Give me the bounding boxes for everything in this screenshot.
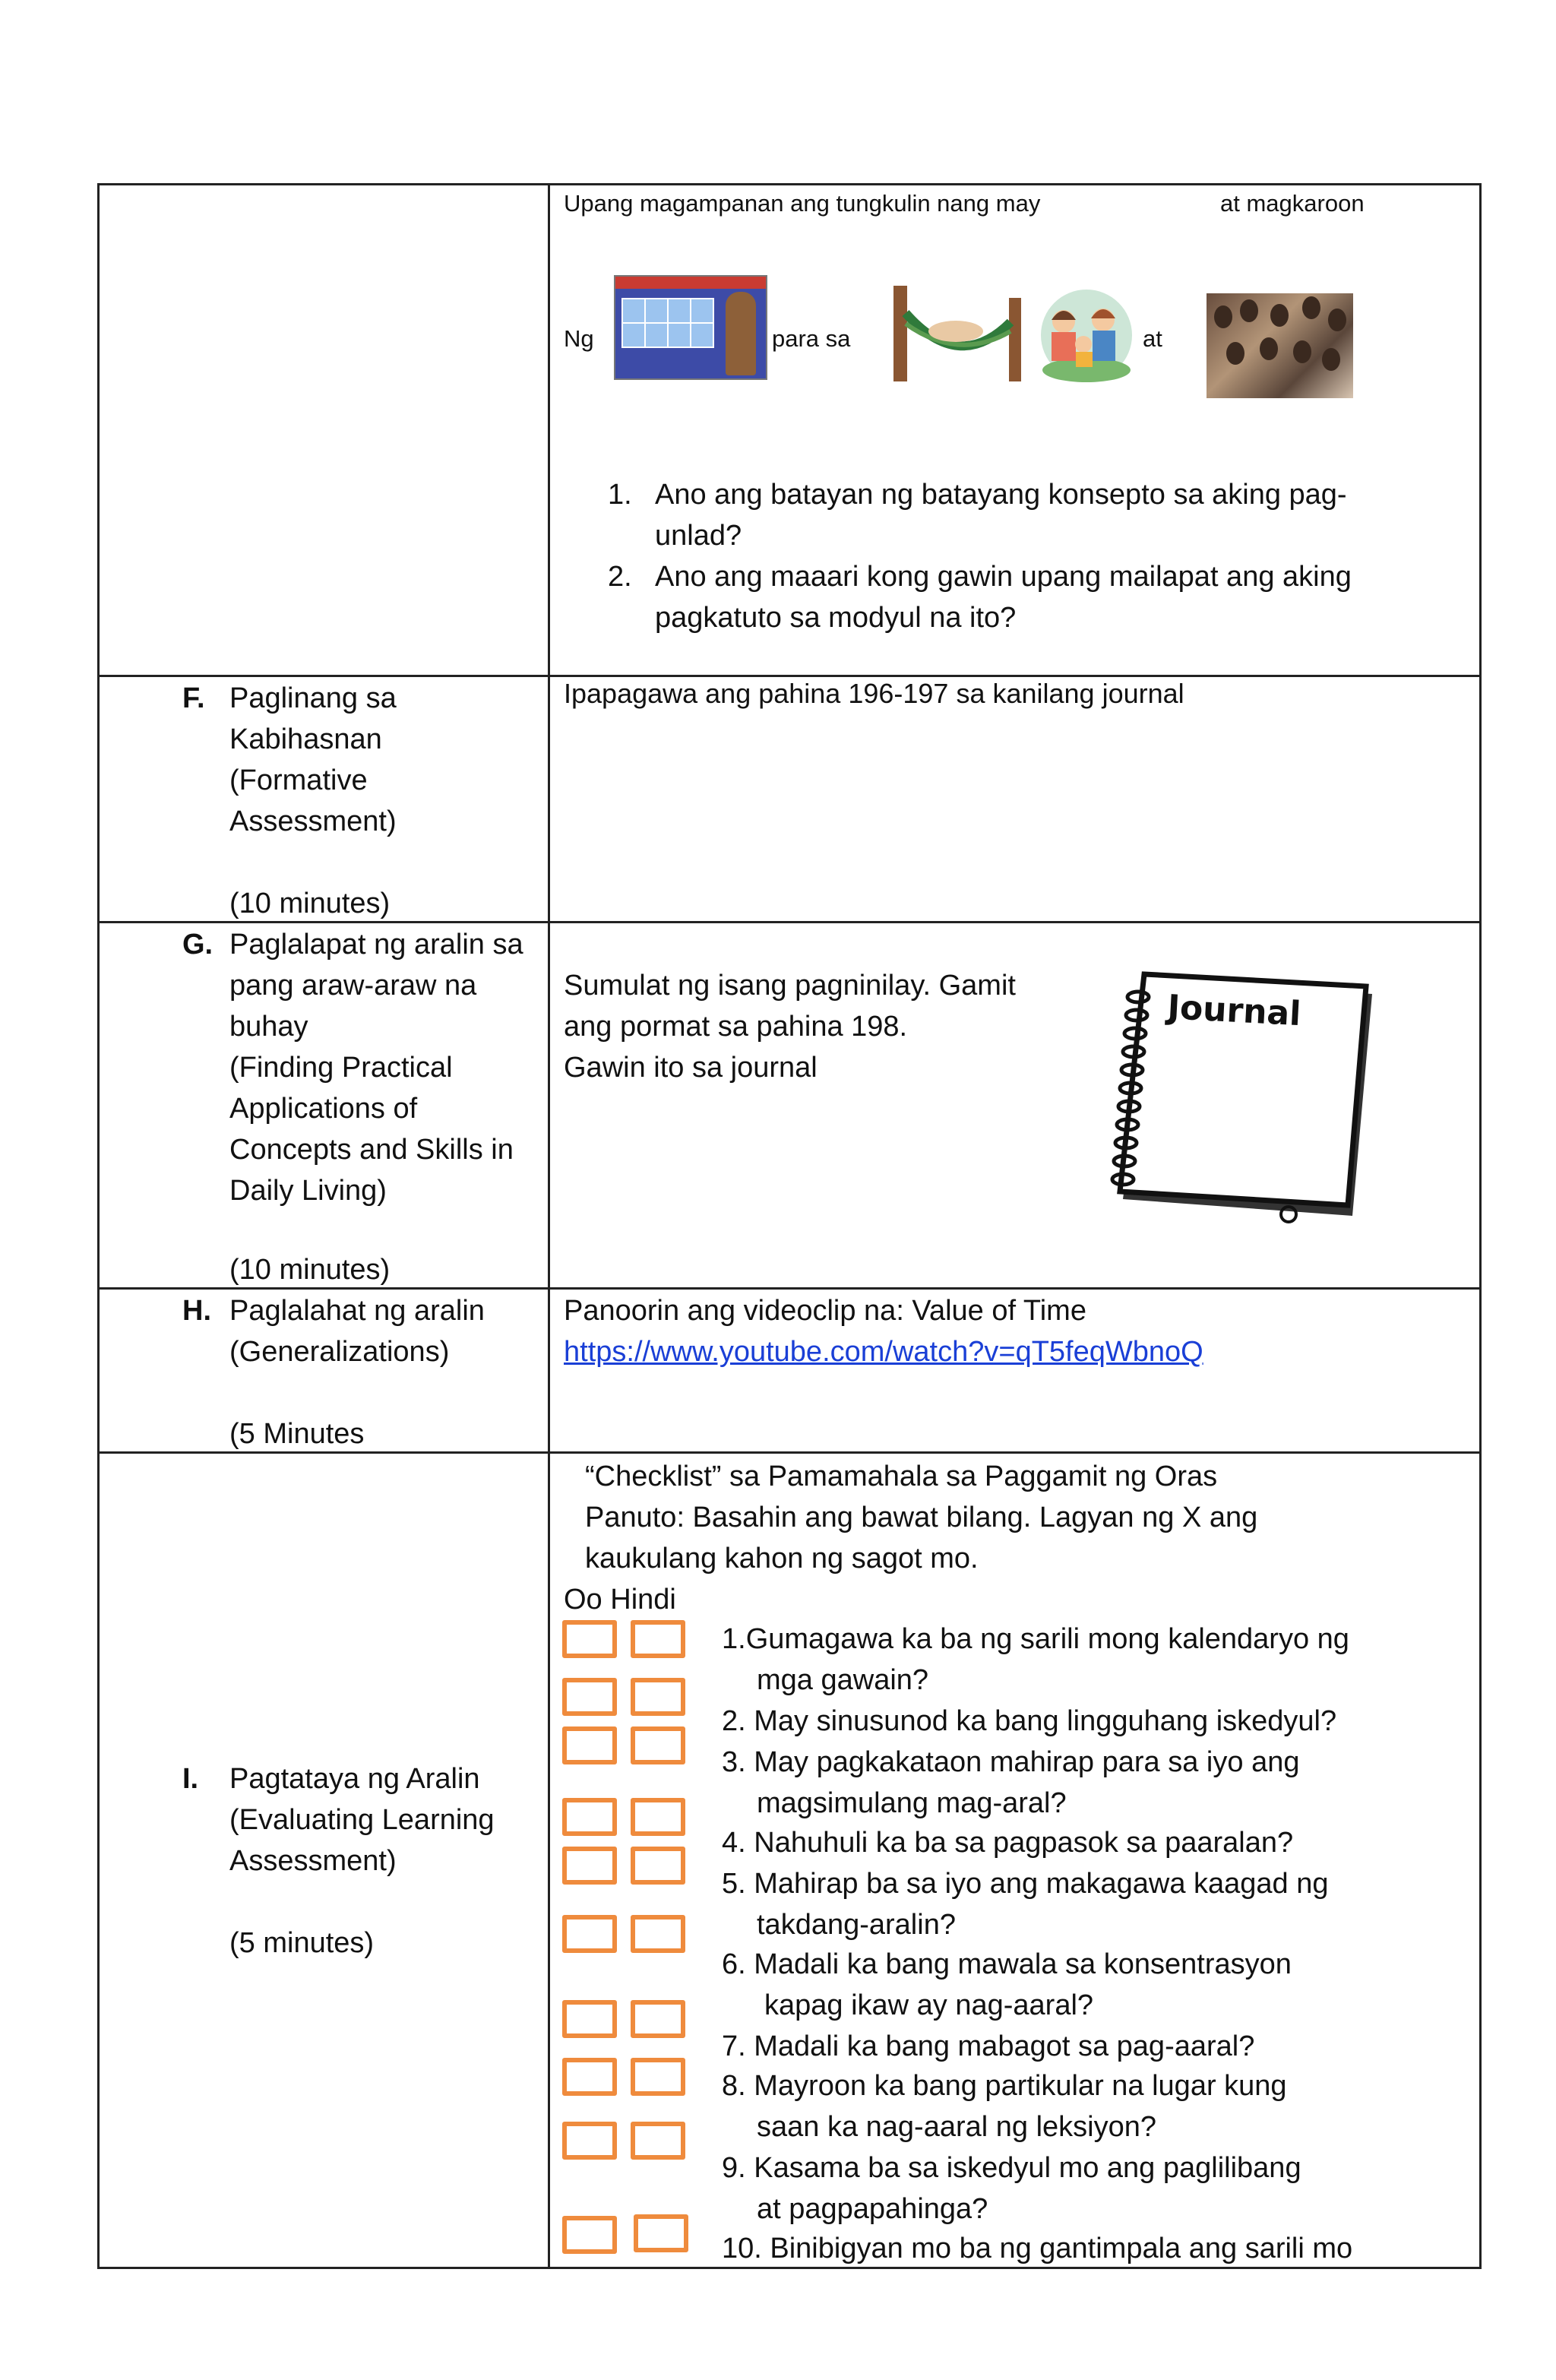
checkbox-hindi-3[interactable]	[631, 1726, 685, 1764]
row-g-label-1: Paglalapat ng aralin sa	[229, 929, 523, 961]
checkbox-oo-9[interactable]	[562, 2122, 617, 2160]
question-2-number: 2.	[608, 561, 632, 593]
checklist-item-2: 2. May sinusunod ka bang lingguhang iskedyul?	[722, 1705, 1337, 1737]
table-border-top	[97, 183, 1482, 185]
checklist-item-3: 3. May pagkakataon mahirap para sa iyo ang	[722, 1746, 1300, 1778]
row-g-label-4: (Finding Practical	[229, 1052, 453, 1084]
row-e-line1-start: Upang magampanan ang tungkulin nang may	[564, 190, 1041, 217]
row-h-time: (5 Minutes	[229, 1418, 365, 1450]
question-2-line2: pagkatuto sa modyul na ito?	[655, 602, 1017, 634]
checkbox-oo-3[interactable]	[562, 1726, 617, 1764]
row-f-label-1: Paglinang sa	[229, 682, 397, 714]
checkbox-hindi-9[interactable]	[631, 2122, 685, 2160]
row-h-label-1: Paglalahat ng aralin	[229, 1295, 485, 1327]
checklist-item-1: 1.Gumagawa ka ba ng sarili mong kalendaryo ng	[722, 1623, 1349, 1655]
checkbox-hindi-10[interactable]	[634, 2214, 688, 2252]
row-f-label-3: (Formative	[229, 764, 368, 796]
row-g-label-3: buhay	[229, 1011, 308, 1043]
checklist-item-6-cont: kapag ikaw ay nag-aaral?	[764, 1989, 1094, 2021]
row-h-content: Panoorin ang videoclip na: Value of Time	[564, 1295, 1086, 1327]
checkbox-hindi-8[interactable]	[631, 2058, 685, 2096]
row-g-time: (10 minutes)	[229, 1254, 391, 1286]
table-border-right	[1479, 183, 1482, 2269]
row-e-line2-at: at	[1143, 325, 1162, 352]
row-f-content: Ipapagawa ang pahina 196-197 sa kanilang journal	[564, 678, 1184, 709]
question-2-line1: Ano ang maaari kong gawin upang mailapat ang aking	[655, 561, 1352, 593]
row-h-label-2: (Generalizations)	[229, 1336, 450, 1368]
checklist-instructions-2: kaukulang kahon ng sagot mo.	[585, 1543, 979, 1575]
video-link[interactable]: https://www.youtube.com/watch?v=qT5feqWbnoQ	[564, 1336, 1203, 1368]
checkbox-oo-6[interactable]	[562, 1915, 617, 1953]
checkbox-oo-7[interactable]	[562, 2000, 617, 2038]
row-f-letter: F.	[182, 682, 205, 714]
checkbox-hindi-6[interactable]	[631, 1915, 685, 1953]
checklist-item-3-cont: magsimulang mag-aral?	[757, 1787, 1067, 1819]
row-g-content-2: ang pormat sa pahina 198.	[564, 1011, 908, 1043]
checkbox-oo-5[interactable]	[562, 1847, 617, 1885]
row-g-label-2: pang araw-araw na	[229, 970, 477, 1002]
checklist-instructions-1: Panuto: Basahin ang bawat bilang. Lagyan ng X ang	[585, 1502, 1258, 1533]
row-g-label-5: Applications of	[229, 1093, 418, 1125]
row-g-content-3: Gawin ito sa journal	[564, 1052, 818, 1084]
row-f-time: (10 minutes)	[229, 888, 391, 919]
question-1-line1: Ano ang batayan ng batayang konsepto sa aking pag-	[655, 479, 1347, 511]
family-image	[1029, 285, 1144, 384]
checklist-column-headers: Oo Hindi	[564, 1584, 676, 1616]
hammock-image	[875, 286, 1031, 381]
checkbox-hindi-1[interactable]	[631, 1620, 685, 1658]
checklist-item-7: 7. Madali ka bang mabagot sa pag-aaral?	[722, 2030, 1255, 2062]
checklist-item-6: 6. Madali ka bang mawala sa konsentrasyon	[722, 1948, 1292, 1980]
table-border-left	[97, 183, 100, 2269]
checkbox-oo-8[interactable]	[562, 2058, 617, 2096]
checkbox-oo-1[interactable]	[562, 1620, 617, 1658]
row-g-label-6: Concepts and Skills in	[229, 1134, 514, 1166]
checklist-item-10: 10. Binibigyan mo ba ng gantimpala ang sarili mo	[722, 2233, 1353, 2264]
checklist-title: “Checklist” sa Pamamahala sa Paggamit ng Oras	[585, 1461, 1218, 1492]
row-g-content-1: Sumulat ng isang pagninilay. Gamit	[564, 970, 1016, 1002]
row-g-label-7: Daily Living)	[229, 1175, 387, 1207]
checklist-item-9-cont: at pagpapahinga?	[757, 2193, 988, 2225]
row-g-letter: G.	[182, 929, 213, 961]
checklist-item-1-cont: mga gawain?	[757, 1664, 929, 1696]
row-i-label-3: Assessment)	[229, 1845, 397, 1877]
row-e-line2-para-sa: para sa	[772, 325, 851, 352]
journal-notebook-image	[1097, 967, 1383, 1228]
checkbox-oo-4[interactable]	[562, 1798, 617, 1836]
row-i-time: (5 minutes)	[229, 1927, 375, 1959]
checkbox-oo-2[interactable]	[562, 1678, 617, 1716]
row-h-letter: H.	[182, 1295, 211, 1327]
weather-forecast-image	[614, 275, 767, 380]
row-f-label-4: Assessment)	[229, 805, 397, 837]
checkbox-hindi-4[interactable]	[631, 1798, 685, 1836]
checklist-item-9: 9. Kasama ba sa iskedyul mo ang paglilibang	[722, 2152, 1301, 2184]
row-f-label-2: Kabihasnan	[229, 723, 382, 755]
checklist-item-5-cont: takdang-aralin?	[757, 1909, 956, 1941]
row-e-line2-ng: Ng	[564, 325, 594, 352]
checklist-item-5: 5. Mahirap ba sa iyo ang makagawa kaagad ng	[722, 1868, 1329, 1900]
table-column-divider	[548, 183, 550, 2269]
checklist-item-8: 8. Mayroon ka bang partikular na lugar kung	[722, 2070, 1287, 2102]
row-i-label-2: (Evaluating Learning	[229, 1804, 495, 1836]
crowd-image	[1207, 293, 1353, 398]
question-1-line2: unlad?	[655, 520, 742, 552]
checklist-item-8-cont: saan ka nag-aaral ng leksiyon?	[757, 2111, 1157, 2143]
checkbox-oo-10[interactable]	[562, 2216, 617, 2254]
checklist-item-4: 4. Nahuhuli ka ba sa pagpasok sa paaralan?	[722, 1827, 1294, 1859]
checkbox-hindi-5[interactable]	[631, 1847, 685, 1885]
question-1-number: 1.	[608, 479, 632, 511]
row-e-line1-end: at magkaroon	[1220, 190, 1365, 217]
row-i-letter: I.	[182, 1763, 199, 1795]
row-i-label-1: Pagtataya ng Aralin	[229, 1763, 480, 1795]
journal-cover-label: Journal	[1166, 988, 1302, 1034]
checkbox-hindi-2[interactable]	[631, 1678, 685, 1716]
checkbox-hindi-7[interactable]	[631, 2000, 685, 2038]
